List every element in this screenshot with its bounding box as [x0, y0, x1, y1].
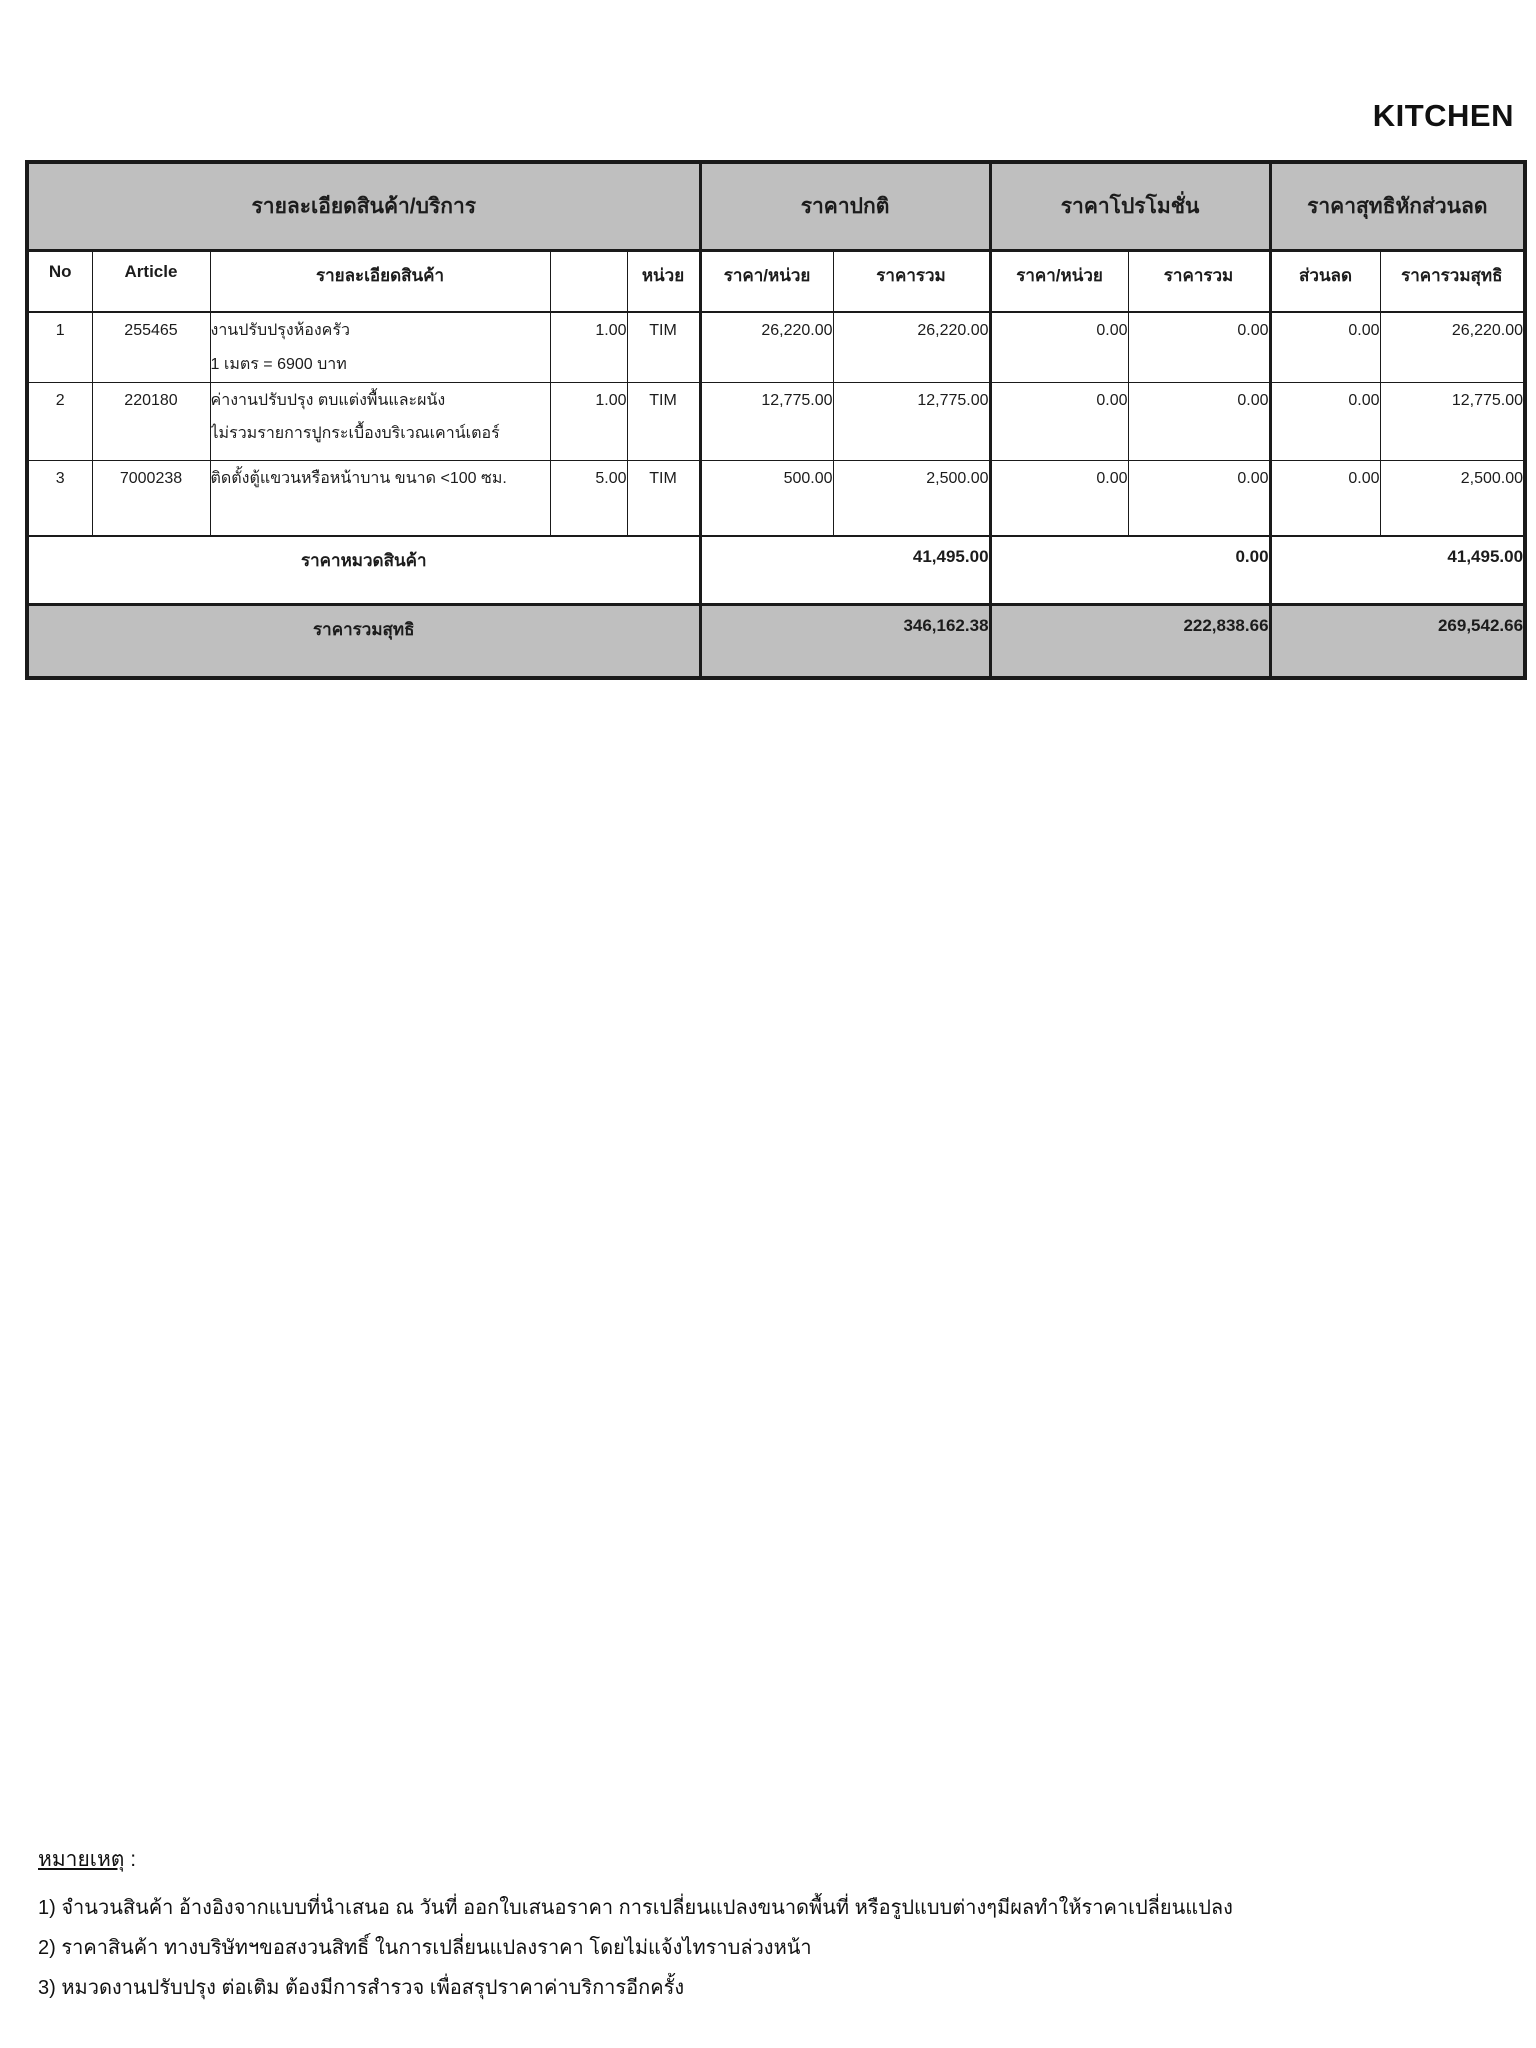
cell-discount: 0.00: [1270, 382, 1380, 460]
cell-net-total: 12,775.00: [1380, 382, 1525, 460]
cell-article: 7000238: [92, 460, 210, 536]
col-header-discount: ส่วนลด: [1270, 250, 1380, 312]
cell-promo-total: 0.00: [1128, 460, 1270, 536]
cell-promo-total: 0.00: [1128, 382, 1270, 460]
cell-description: [210, 460, 550, 536]
cell-no: 2: [27, 382, 92, 460]
category-total-net: 41,495.00: [1270, 536, 1525, 604]
grand-total-net: 269,542.66: [1270, 604, 1525, 678]
cell-discount: 0.00: [1270, 312, 1380, 382]
group-header-net-price: ราคาสุทธิหักส่วนลด: [1270, 162, 1525, 250]
cell-unit: TIM: [627, 312, 700, 382]
description-line-1: งานปรับปรุงห้องครัว: [210, 322, 350, 339]
table-row: [27, 382, 1525, 460]
col-header-total: ราคารวม: [833, 250, 990, 312]
cell-no: 3: [27, 460, 92, 536]
category-total-row: [27, 536, 1525, 604]
group-header-normal-price: ราคาปกติ: [700, 162, 990, 250]
table-column-header-row: [27, 250, 1525, 312]
category-total-normal: 41,495.00: [700, 536, 990, 604]
table-row: [27, 312, 1525, 382]
table-row: [27, 460, 1525, 536]
cell-total: 26,220.00: [833, 312, 990, 382]
cell-promo-total: 0.00: [1128, 312, 1270, 382]
col-header-description: รายละเอียดสินค้า: [210, 250, 550, 312]
page-title: KITCHEN: [1372, 98, 1514, 133]
cell-net-total: 2,500.00: [1380, 460, 1525, 536]
cell-no: 1: [27, 312, 92, 382]
cell-promo-price-per-unit: 0.00: [990, 312, 1128, 382]
grand-total-normal: 346,162.38: [700, 604, 990, 678]
category-total-label: ราคาหมวดสินค้า: [27, 536, 700, 604]
grand-total-label: ราคารวมสุทธิ: [27, 604, 700, 678]
cell-description: [210, 312, 550, 382]
cell-qty: 1.00: [550, 382, 627, 460]
quotation-table: [25, 160, 1527, 680]
col-header-article: Article: [92, 250, 210, 312]
category-total-promo: 0.00: [990, 536, 1270, 604]
grand-total-row: [27, 604, 1525, 678]
note-item: 3) หมวดงานปรับปรุง ต่อเติม ต้องมีการสำรวจ เพื่อสรุปราคาค่าบริการอีกครั้ง: [38, 1977, 685, 1999]
note-item: 2) ราคาสินค้า ทางบริษัทฯขอสงวนสิทธิ์ ในการเปลี่ยนแปลงราคา โดยไม่แจ้งไทราบล่วงหน้า: [38, 1937, 812, 1959]
cell-promo-price-per-unit: 0.00: [990, 460, 1128, 536]
cell-article: 220180: [92, 382, 210, 460]
notes-section: [38, 1843, 1518, 2008]
description-line-2: ไม่รวมรายการปูกระเบื้องบริเวณเคาน์เตอร์: [210, 425, 500, 443]
cell-promo-price-per-unit: 0.00: [990, 382, 1128, 460]
cell-price-per-unit: 26,220.00: [700, 312, 833, 382]
grand-total-promo: 222,838.66: [990, 604, 1270, 678]
notes-heading: [38, 1843, 1518, 1876]
cell-price-per-unit: 500.00: [700, 460, 833, 536]
description-line-2: 1 เมตร = 6900 บาท: [210, 355, 347, 373]
cell-net-total: 26,220.00: [1380, 312, 1525, 382]
group-header-product-details: รายละเอียดสินค้า/บริการ: [27, 162, 700, 250]
col-header-price-per-unit: ราคา/หน่วย: [700, 250, 833, 312]
cell-price-per-unit: 12,775.00: [700, 382, 833, 460]
col-header-promo-price-per-unit: ราคา/หน่วย: [990, 250, 1128, 312]
cell-unit: TIM: [627, 460, 700, 536]
cell-unit: TIM: [627, 382, 700, 460]
cell-qty: 1.00: [550, 312, 627, 382]
cell-article: 255465: [92, 312, 210, 382]
col-header-no: No: [27, 250, 92, 312]
group-header-promo-price: ราคาโปรโมชั่น: [990, 162, 1270, 250]
cell-total: 12,775.00: [833, 382, 990, 460]
table-group-header-row: [27, 162, 1525, 250]
note-item: 1) จำนวนสินค้า อ้างอิงจากแบบที่นำเสนอ ณ วันที่ ออกใบเสนอราคา การเปลี่ยนแปลงขนาดพื้นที่ หรือรูปแบบต่างๆมีผลทำให้ราคาเปลี่ยนแปลง: [38, 1897, 1233, 1919]
cell-discount: 0.00: [1270, 460, 1380, 536]
col-header-qty: [550, 250, 627, 312]
cell-qty: 5.00: [550, 460, 627, 536]
col-header-unit: หน่วย: [627, 250, 700, 312]
notes-heading-colon: :: [124, 1848, 137, 1871]
description-line-1: ค่างานปรับปรุง ตบแต่งพื้นและผนัง: [210, 391, 446, 409]
cell-description: [210, 382, 550, 460]
cell-total: 2,500.00: [833, 460, 990, 536]
col-header-promo-total: ราคารวม: [1128, 250, 1270, 312]
description-line-1: ติดตั้งตู้แขวนหรือหน้าบาน ขนาด <100 ซม.: [210, 469, 507, 487]
notes-heading-word: หมายเหตุ: [38, 1848, 125, 1871]
col-header-net-total: ราคารวมสุทธิ: [1380, 250, 1525, 312]
